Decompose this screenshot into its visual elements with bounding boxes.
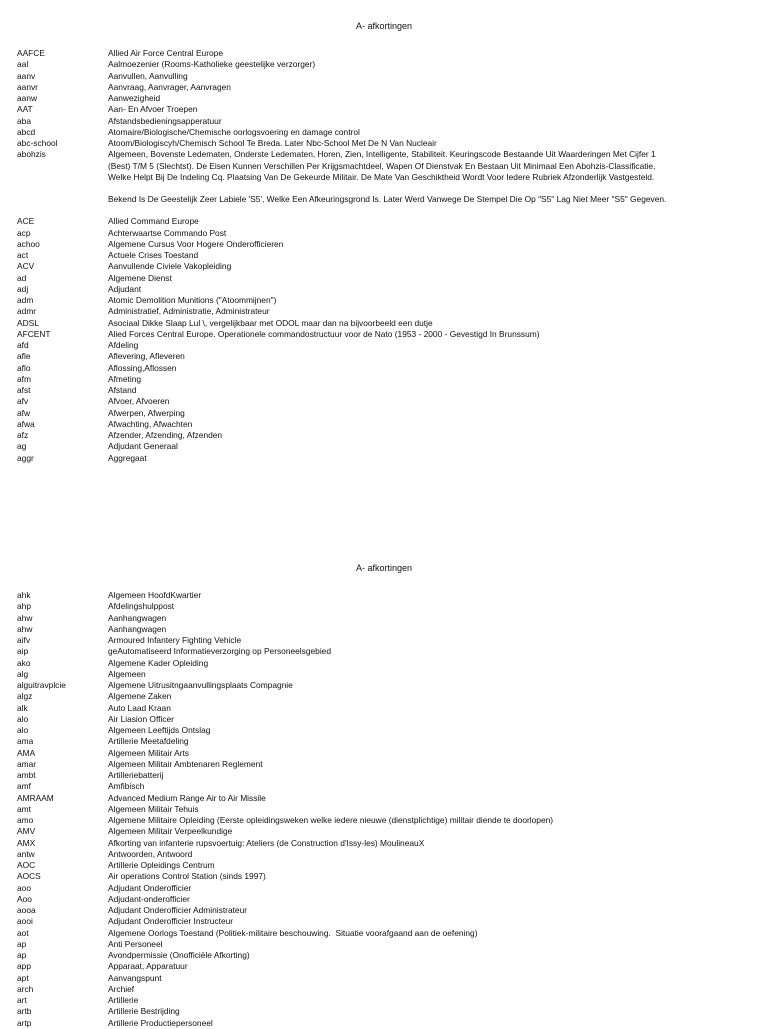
list-item: [17, 748, 677, 759]
definition: Achterwaartse Commando Post: [108, 227, 227, 238]
list-item: [17, 770, 677, 781]
list-item: [17, 613, 677, 624]
abbreviation: aoo: [17, 882, 31, 893]
abbreviation: ama: [17, 736, 34, 747]
abbreviation: aggr: [17, 452, 34, 463]
definition: Afwachting, Afwachten: [108, 418, 193, 429]
abbreviation: arch: [17, 983, 34, 994]
definition: Afstand: [108, 385, 137, 395]
abbreviation: afle: [17, 351, 31, 362]
definition: Alied Forces Central Europe. Operationele commandostructuur voor de Nato (1953 - 2000 - Gevestigd In Brunssum): [108, 328, 540, 339]
abbreviation: ahp: [17, 601, 31, 612]
definition: Atomaire/Biologische/Chemische oorlogsvoering en damage control: [108, 126, 360, 137]
list-item: [17, 928, 677, 939]
list-item: [17, 82, 677, 93]
definition: Artilleriebatterij: [108, 770, 164, 780]
list-item: [17, 781, 677, 792]
definition: Aalmoezenier (Rooms-Katholieke geestelijke verzorger): [108, 59, 316, 70]
list-item: [17, 239, 677, 250]
list-item: [17, 939, 677, 950]
list-item: [17, 714, 677, 725]
definition: Algemene Oorlogs Toestand (Politiek-militaire beschouwing. Situatie voorafgaand aan de oefening): [108, 927, 478, 938]
list-item: [17, 71, 677, 82]
definition: Afdeling: [108, 340, 139, 350]
abbreviation: aip: [17, 646, 29, 657]
list-item: [17, 826, 677, 837]
list-item: [17, 995, 677, 1006]
abbreviation: ad: [17, 272, 27, 283]
list-item: [17, 329, 677, 340]
list-item: [17, 849, 677, 860]
list-item: [17, 894, 677, 905]
definition: Artillerie Productiepersoneel: [108, 1017, 213, 1028]
definition: Artillerie Bestrijding: [108, 1006, 180, 1017]
abbreviation: abohzis: [17, 149, 46, 160]
abbreviation: ACV: [17, 261, 35, 272]
definition: Actuele Crises Toestand: [108, 250, 199, 260]
list-item: [17, 883, 677, 894]
list-item: [17, 250, 677, 261]
definition: Apparaat, Apparatuur: [108, 961, 188, 972]
list-item: [17, 228, 677, 239]
definition-note: Bekend Is De Geestelijk Zeer Labiele 'S5', Welke Een Afkeuringsgrond Is. Later Werd Vanwege De Stempel Die Op "S5" Lag Niet Meer "S5" Gegeven.: [108, 194, 667, 204]
abbreviation: alguitravplcie: [17, 680, 66, 690]
abbreviation: afv: [17, 396, 29, 407]
definition: Aan- En Afvoer Troepen: [108, 104, 198, 115]
abbreviation: afw: [17, 407, 31, 418]
definition: Aanvullen, Aanvulling: [108, 70, 188, 81]
list-item: [17, 860, 677, 871]
abbreviation: Aoo: [17, 893, 32, 904]
definition: Aflevering, Afleveren: [108, 351, 185, 362]
list-item: [17, 669, 677, 680]
list-item: [17, 116, 677, 127]
definition: Algemeen Militair Verpeelkundige: [108, 826, 233, 837]
definition: Antwoorden, Antwoord: [108, 848, 193, 859]
abbreviation: AAFCE: [17, 48, 45, 58]
abbreviation: ahw: [17, 612, 33, 623]
abbreviation: aflo: [17, 362, 31, 373]
abbreviation: art: [17, 995, 27, 1005]
list-item: [17, 601, 677, 612]
definition: Aggregaat: [108, 452, 147, 463]
abbreviation: algz: [17, 691, 33, 702]
definition: Adjudant Onderofficier: [108, 882, 192, 893]
list-item: [17, 590, 677, 601]
abbreviation: AMV: [17, 826, 36, 837]
list-item: [17, 725, 677, 736]
list-item: [17, 950, 677, 961]
definition: Aanhangwagen: [108, 623, 167, 634]
abbreviation: aooi: [17, 916, 33, 927]
abbreviation-list: [17, 48, 677, 464]
list-item: [17, 804, 677, 815]
list-item: [17, 984, 677, 995]
abbreviation: abc-school: [17, 138, 58, 148]
page-title: A- afkortingen: [355, 563, 413, 573]
definition: Anti Personeel: [108, 938, 163, 949]
definition: Algemeen, Bovenste Ledematen, Onderste Ledematen, Horen, Zien, Intelligente, Stabiliteit. Keuringscode Bestaande Uit Waarderingen Met Cijfer 1 (Best) T/M 5 (Slechtst). De Eisen Kunnen Verschillen Per Krijgsmachtdeel, Wapen Of Dienstvak En Bestaan Uit Minimaal Een Abohzis-Classificatie, Welke Helpt Bij De Indeling Cq. Plaatsing Van De Gekeurde Militair. De Mate Van Geschiktheid Wordt Voor Iedere Rubriek Afzonderlijk Vastgesteld.: [108, 149, 658, 182]
definition: Avondpermissie (Onofficiële Afkorting): [108, 950, 250, 960]
definition: Aflossing,Aflossen: [108, 362, 177, 373]
list-item: [17, 149, 677, 183]
abbreviation: ADSL: [17, 317, 39, 328]
definition: Atoom/Biologiscyh/Chemisch School Te Breda. Later Nbc-School Met De N Van Nucleair: [108, 138, 437, 148]
list-item: [17, 408, 677, 419]
list-item: [17, 295, 677, 306]
definition: Artillerie Meetafdeling: [108, 736, 189, 747]
abbreviation: afz: [17, 430, 29, 440]
definition: Archief: [108, 983, 135, 994]
list-item: [17, 127, 677, 138]
page-title: A- afkortingen: [355, 21, 413, 31]
abbreviation: act: [17, 250, 29, 260]
list-item: [17, 815, 677, 826]
abbreviation: abcd: [17, 126, 36, 137]
list-item: [17, 759, 677, 770]
list-item: [17, 306, 677, 317]
definition: Afstandsbedieningsapperatuur: [108, 115, 222, 126]
abbreviation: admr: [17, 306, 37, 317]
list-item: [17, 916, 677, 927]
abbreviation: aanw: [17, 93, 38, 103]
definition: Artillerie: [108, 995, 139, 1005]
abbreviation: afwa: [17, 418, 35, 429]
list-item: [17, 351, 677, 362]
abbreviation: ako: [17, 657, 31, 668]
abbreviation: AMRAAM: [17, 792, 54, 803]
abbreviation: AOC: [17, 860, 36, 870]
list-item: [17, 104, 677, 115]
definition: Aanvangspunt: [108, 972, 162, 983]
abbreviation: aba: [17, 115, 31, 126]
definition: Algemene Militaire Opleiding (Eerste opleidingsweken welke iedere nieuwe (dienstplichtige) militair diende te doorlopen): [108, 815, 554, 825]
list-item: [17, 838, 677, 849]
list-item: [17, 871, 677, 882]
definition: Aanvraag, Aanvrager, Aanvragen: [108, 81, 231, 92]
list-item: [17, 703, 677, 714]
abbreviation: amt: [17, 803, 31, 814]
list-item: [17, 273, 677, 284]
list-item: [17, 419, 677, 430]
definition: Algemeen Militair Tehuis: [108, 803, 199, 814]
list-item: [17, 396, 677, 407]
list-item: [17, 658, 677, 669]
definition: Algemene Kader Opleiding: [108, 657, 209, 668]
abbreviation: afst: [17, 385, 31, 395]
list-item: [17, 905, 677, 916]
list-item: [17, 374, 677, 385]
list-item: [17, 261, 677, 272]
list-item: [17, 624, 677, 635]
definition: Allied Air Force Central Europe: [108, 48, 223, 58]
abbreviation: app: [17, 961, 31, 972]
definition: Auto Laad Kraan: [108, 702, 171, 713]
list-item: [17, 216, 677, 227]
abbreviation: AMX: [17, 837, 36, 848]
definition: Artillerie Opleidings Centrum: [108, 860, 215, 870]
abbreviation: adm: [17, 295, 34, 305]
definition: Afmeting: [108, 373, 142, 384]
definition: Adjudant: [108, 283, 142, 294]
abbreviation: alo: [17, 725, 29, 735]
definition: Air operations Control Station (sinds 1997): [108, 871, 266, 882]
abbreviation: AFCENT: [17, 328, 51, 339]
definition: Algemeen Leeftijds Ontslag: [108, 725, 211, 735]
abbreviation: alo: [17, 713, 29, 724]
list-item: [17, 430, 677, 441]
list-item: [17, 680, 677, 691]
definition: Adjudant Generaal: [108, 441, 178, 452]
definition: Aanhangwagen: [108, 612, 167, 623]
abbreviation: ambt: [17, 770, 36, 780]
abbreviation: aanv: [17, 70, 36, 81]
definition: Algemeen HoofdKwartier: [108, 590, 202, 600]
list-item: [17, 635, 677, 646]
definition: Algemene Zaken: [108, 691, 172, 702]
definition: Asociaal Dikke Slaap Lul \, vergelijkbaar met ODOL maar dan na bijvoorbeeld een dutje: [108, 317, 433, 328]
definition: Algemene Dienst: [108, 272, 172, 283]
definition: Afdelingshulppost: [108, 601, 175, 612]
definition: Air Liasion Officer: [108, 713, 174, 724]
definition: Algemene Cursus Voor Hogere Onderofficieren: [108, 238, 284, 249]
list-item: [17, 385, 677, 396]
abbreviation: apt: [17, 972, 29, 983]
abbreviation: aifv: [17, 635, 31, 645]
definition: Advanced Medium Range Air to Air Missile: [108, 792, 266, 803]
list-item: [17, 48, 677, 59]
abbreviation: afd: [17, 340, 29, 350]
abbreviation: adj: [17, 283, 29, 294]
abbreviation: ahk: [17, 590, 31, 600]
abbreviation: afm: [17, 373, 31, 384]
abbreviation: ag: [17, 441, 27, 452]
list-item: [17, 736, 677, 747]
definition: Algemeen Militair Arts: [108, 747, 189, 758]
abbreviation: AAT: [17, 104, 33, 115]
definition: Algemeen: [108, 668, 146, 679]
definition: Atomic Demolition Munitions ("Atoommijnen"): [108, 295, 277, 305]
abbreviation: aot: [17, 927, 29, 938]
list-item: [17, 93, 677, 104]
list-item: [17, 363, 677, 374]
list-item: [17, 59, 677, 70]
list-item: [17, 691, 677, 702]
list-item: [17, 284, 677, 295]
abbreviation: alk: [17, 702, 28, 713]
list-item: [17, 1006, 677, 1017]
abbreviation: amo: [17, 815, 34, 825]
list-item: [17, 340, 677, 351]
definition: geAutomatiseerd Informatieverzorging op Personeelsgebied: [108, 646, 332, 657]
abbreviation: aal: [17, 59, 29, 70]
definition: Afkorting van infanterie rupsvoertuig: Ateliers (de Construction d'Issy-les) MoulineauX: [108, 837, 425, 848]
definition: Afvoer, Afvoeren: [108, 396, 170, 407]
list-item: [17, 646, 677, 657]
abbreviation: aooa: [17, 905, 36, 915]
abbreviation: ACE: [17, 216, 35, 227]
definition: Adjudant Onderofficier Instructeur: [108, 916, 234, 927]
list-item: [17, 1018, 677, 1029]
abbreviation: antw: [17, 848, 35, 859]
definition: Adjudant Onderofficier Administrateur: [108, 905, 248, 915]
abbreviation: artp: [17, 1017, 32, 1028]
definition: Aanvullende Civiele Vakopleiding: [108, 261, 232, 272]
list-item: [17, 138, 677, 149]
abbreviation: amar: [17, 758, 37, 769]
abbreviation: alg: [17, 668, 29, 679]
definition: Amfibisch: [108, 781, 145, 792]
abbreviation: achoo: [17, 238, 40, 249]
list-item: [17, 973, 677, 984]
abbreviation: ap: [17, 938, 27, 949]
abbreviation: AMA: [17, 747, 36, 758]
list-item: [17, 441, 677, 452]
definition: Aanwezigheid: [108, 93, 161, 103]
definition: Afzender, Afzending, Afzenden: [108, 430, 223, 440]
list-item: [17, 318, 677, 329]
abbreviation: acp: [17, 227, 31, 238]
definition: Afwerpen, Afwerping: [108, 407, 185, 418]
list-item: [17, 453, 677, 464]
definition: Adjudant-onderofficier: [108, 893, 190, 904]
abbreviation: aanvr: [17, 81, 38, 92]
definition: Algemeen Militair Ambtenaren Reglement: [108, 758, 263, 769]
abbreviation: ahw: [17, 623, 33, 634]
definition: Allied Command Europe: [108, 216, 199, 227]
abbreviation: AOCS: [17, 871, 41, 882]
definition: Administratief, Administratie, Administrateur: [108, 306, 270, 317]
abbreviation: amf: [17, 781, 31, 792]
list-item: [17, 961, 677, 972]
definition: Algemene Uitrusitngaanvullingsplaats Compagnie: [108, 680, 293, 690]
list-item: [17, 793, 677, 804]
abbreviation: artb: [17, 1006, 32, 1017]
definition: Armoured Infantery Fighting Vehicle: [108, 635, 242, 645]
abbreviation-list: [17, 590, 677, 1029]
abbreviation: ap: [17, 950, 27, 960]
